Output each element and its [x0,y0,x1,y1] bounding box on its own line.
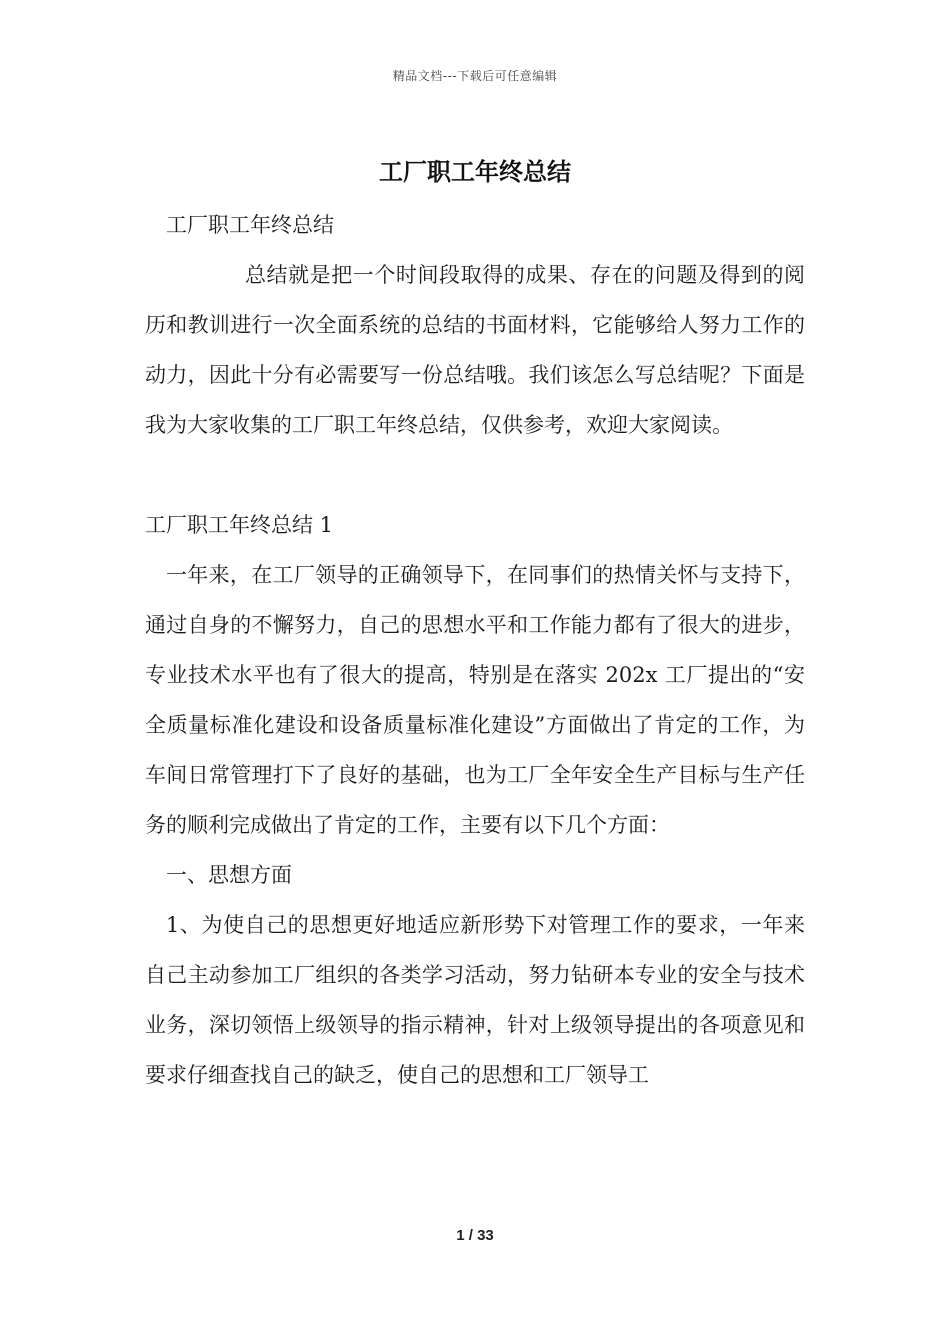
section-heading-thought: 一、思想方面 [166,863,292,887]
intro-paragraph: 总结就是把一个时间段取得的成果、存在的问题及得到的阅历和教训进行一次全面系统的总结的书面材料，它能够给人努力工作的动力，因此十分有必需要写一份总结哦。我们该怎么写总结呢？下面是我为大家收集的工厂职工年终总结，仅供参考，欢迎大家阅读。 [145,263,805,437]
page-number: 1 / 33 [456,1227,494,1244]
document-body [145,200,805,1100]
page-header: 精品文档---下载后可任意编辑 [392,69,558,83]
section-heading-1: 工厂职工年终总结 1 [145,513,334,537]
body-paragraph: 一年来，在工厂领导的正确领导下，在同事们的热情关怀与支持下，通过自身的不懈努力，自己的思想水平和工作能力都有了很大的进步，专业技术水平也有了很大的提高，特别是在落实 202x 工厂提出的“安全质量标准化建设和设备质量标准化建设”方面做出了肯定的工作，为车间日常管理打下了良好的基础，也为工厂全年安全生产目标与生产任务的顺利完成做出了肯定的工作，主要有以下几个方面： [145,563,805,837]
subtitle-paragraph: 工厂职工年终总结 [166,213,334,237]
paragraph-spacer [145,450,805,500]
body-paragraph: 1、为使自己的思想更好地适应新形势下对管理工作的要求，一年来自己主动参加工厂组织的各类学习活动，努力钻研本专业的安全与技术业务，深切领悟上级领导的指示精神，针对上级领导提出的各项意见和要求仔细查找自己的缺乏，使自己的思想和工厂领导工 [145,913,805,1087]
document-title: 工厂职工年终总结 [379,157,571,186]
